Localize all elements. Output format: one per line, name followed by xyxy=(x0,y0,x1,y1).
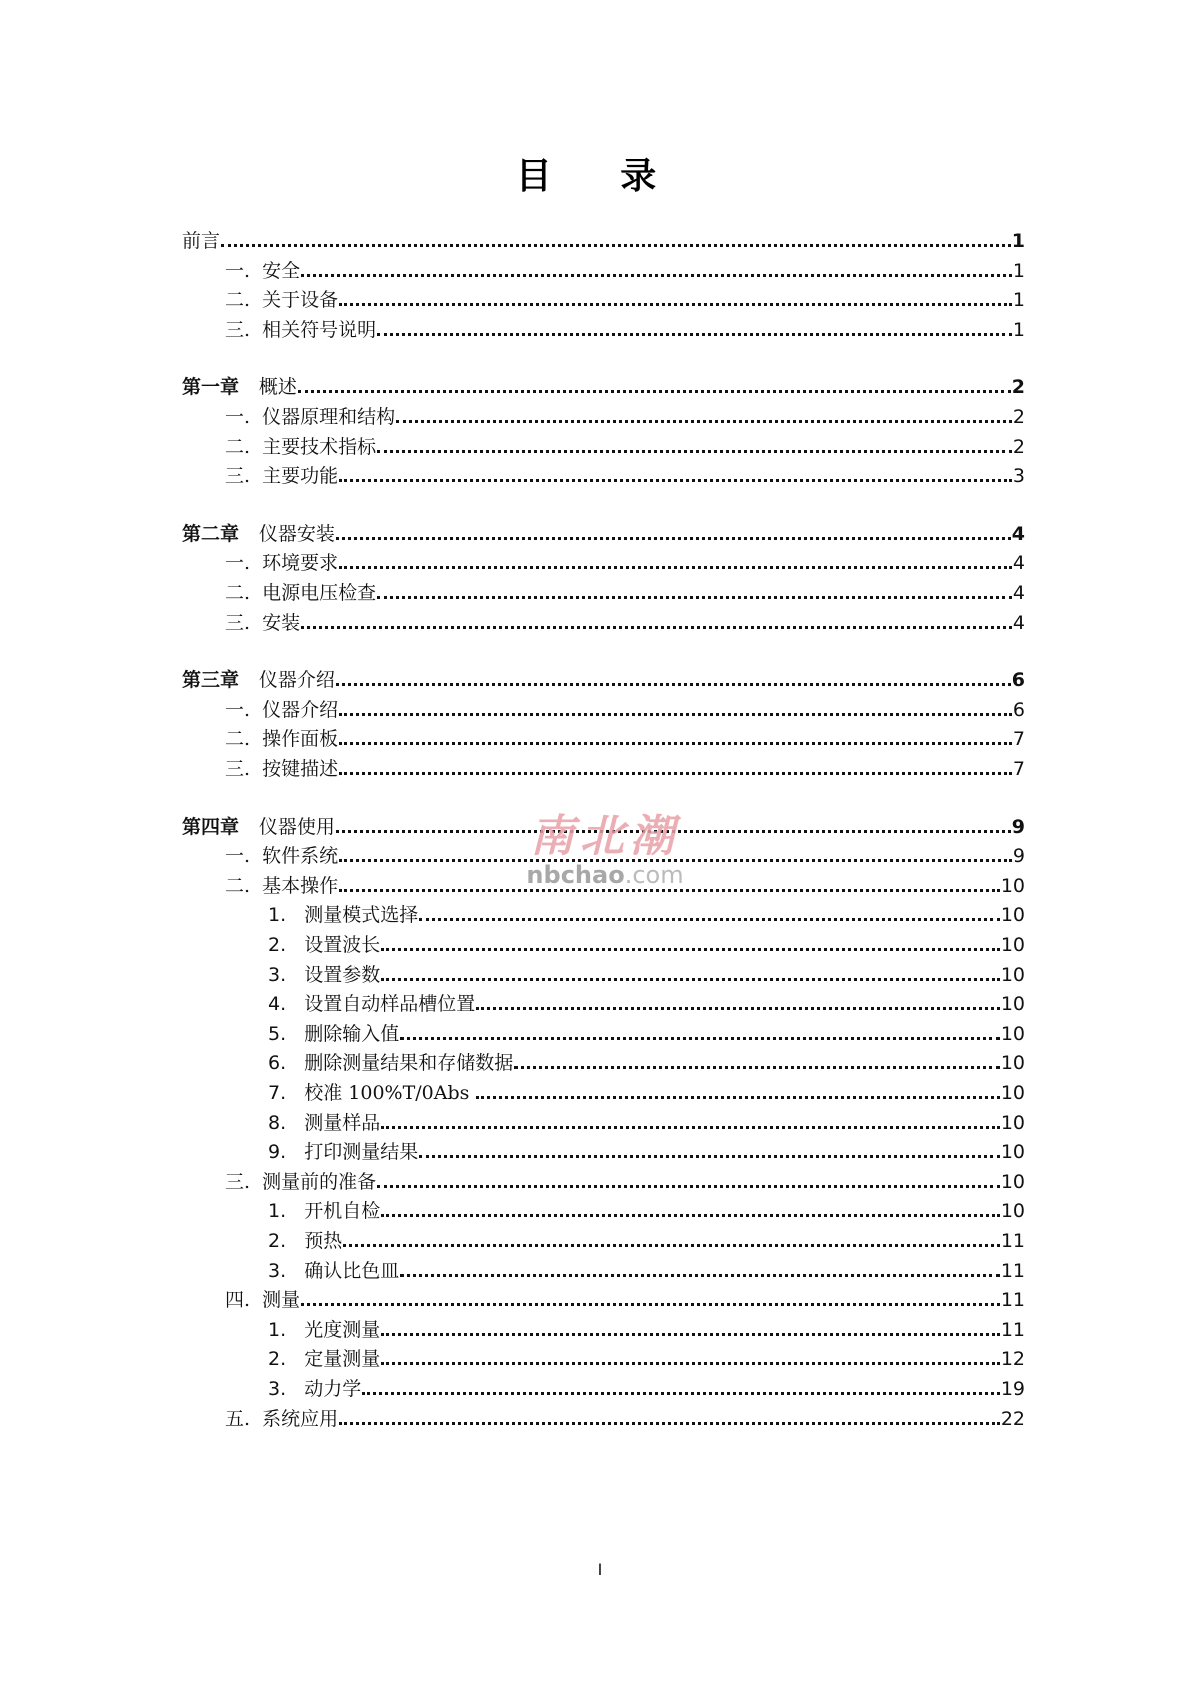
toc-prefix: 四. xyxy=(225,1289,263,1312)
toc-prefix: 一. xyxy=(225,552,263,575)
toc-label: 基本操作 xyxy=(262,874,339,897)
toc-prefix: 三. xyxy=(225,465,263,488)
dot-leader xyxy=(339,303,1012,306)
toc-page-number: 22 xyxy=(1000,1407,1025,1430)
dot-leader xyxy=(381,1126,1000,1129)
dot-leader xyxy=(476,1096,999,1099)
toc-prefix: 二. xyxy=(225,582,263,604)
toc-subsection[interactable] xyxy=(182,1133,1025,1163)
toc-prefix: 1. xyxy=(268,904,305,927)
toc-prefix: 五. xyxy=(225,1407,263,1430)
toc-page-number: 10 xyxy=(1000,1200,1025,1223)
toc-label: 删除测量结果和存储数据 xyxy=(304,1052,514,1075)
toc-prefix: 2. xyxy=(268,934,305,956)
toc-page-number: 4 xyxy=(1012,582,1025,604)
toc-section[interactable] xyxy=(182,750,1025,780)
toc-page-number: 6 xyxy=(1012,698,1025,721)
dot-leader xyxy=(400,1274,1000,1277)
toc-label: 仪器安装 xyxy=(258,522,335,545)
dot-leader xyxy=(396,420,1012,423)
toc-prefix: 一. xyxy=(225,845,263,868)
toc-label: 测量样品 xyxy=(304,1111,381,1134)
toc-page-number: 10 xyxy=(1000,874,1025,897)
toc-prefix: 7. xyxy=(268,1082,305,1104)
toc-page-number: 10 xyxy=(1000,1022,1025,1045)
toc-subsection[interactable] xyxy=(182,1370,1025,1400)
toc-section[interactable] xyxy=(182,1281,1025,1311)
toc-prefix: 第一章 xyxy=(182,376,259,399)
toc-page-number: 10 xyxy=(1000,1082,1025,1104)
dot-leader xyxy=(301,1303,1000,1306)
toc-page-number: 10 xyxy=(1000,1111,1025,1134)
toc-page-number: 12 xyxy=(1000,1348,1025,1371)
toc-page-number: 19 xyxy=(1000,1378,1025,1400)
dot-leader xyxy=(381,948,1000,951)
toc-prefix: 一. xyxy=(225,259,263,282)
toc-prefix: 2. xyxy=(268,1230,305,1252)
toc-section[interactable] xyxy=(182,252,1025,282)
watermark-en-suffix: .com xyxy=(624,861,684,889)
dot-leader xyxy=(381,1333,1000,1336)
dot-leader xyxy=(381,978,1000,981)
dot-leader xyxy=(339,713,1012,716)
toc-chapter[interactable] xyxy=(182,222,1025,252)
dot-leader xyxy=(377,333,1012,336)
toc-label: 相关符号说明 xyxy=(262,318,377,341)
toc-subsection[interactable] xyxy=(182,1311,1025,1341)
dot-leader xyxy=(339,1422,1000,1425)
toc-page-number: 10 xyxy=(1000,993,1025,1016)
toc-label: 设置波长 xyxy=(304,934,381,956)
toc-page-number: 10 xyxy=(1000,1052,1025,1075)
toc-chapter[interactable] xyxy=(182,515,1025,545)
toc-page-number: 1 xyxy=(1012,289,1025,312)
toc-label: 软件系统 xyxy=(262,845,339,868)
toc-subsection[interactable] xyxy=(182,1104,1025,1134)
toc-label: 开机自检 xyxy=(304,1200,381,1223)
toc-page-number: 9 xyxy=(1012,845,1025,868)
toc-label: 定量测量 xyxy=(304,1348,381,1371)
toc-section[interactable] xyxy=(182,574,1025,604)
toc-chapter[interactable] xyxy=(182,368,1025,398)
toc-page-number: 11 xyxy=(1000,1318,1025,1341)
toc-page-number: 6 xyxy=(1011,669,1025,692)
dot-leader xyxy=(381,1362,1000,1365)
toc-subsection[interactable] xyxy=(182,1015,1025,1045)
toc-section[interactable] xyxy=(182,544,1025,574)
toc-page-number: 7 xyxy=(1012,728,1025,751)
toc-subsection[interactable] xyxy=(182,1044,1025,1074)
toc-page-number: 1 xyxy=(1012,259,1025,282)
toc-subsection[interactable] xyxy=(182,985,1025,1015)
watermark-en-name: nbchao xyxy=(526,861,625,889)
toc-prefix: 3. xyxy=(268,1259,305,1282)
watermark xyxy=(515,812,695,902)
toc-label: 校准 100%T/0Abs xyxy=(304,1082,476,1104)
toc-section[interactable] xyxy=(182,281,1025,311)
toc-prefix: 3. xyxy=(268,1378,305,1400)
toc-label: 主要技术指标 xyxy=(262,435,377,458)
toc-subsection[interactable] xyxy=(182,1252,1025,1282)
toc-subsection[interactable] xyxy=(182,1340,1025,1370)
toc-section[interactable] xyxy=(182,1400,1025,1430)
dot-leader xyxy=(419,1155,1000,1158)
toc-prefix: 二. xyxy=(225,435,263,458)
toc-section[interactable] xyxy=(182,311,1025,341)
toc-page-number: 2 xyxy=(1011,376,1025,399)
toc-page-number: 9 xyxy=(1011,815,1025,838)
dot-leader xyxy=(377,450,1012,453)
dot-leader xyxy=(336,537,1011,540)
toc-label: 仪器介绍 xyxy=(262,698,339,721)
toc-prefix: 三. xyxy=(225,758,263,780)
dot-leader xyxy=(298,390,1011,393)
toc-label: 概述 xyxy=(258,376,297,399)
dot-leader xyxy=(339,479,1012,482)
dot-leader xyxy=(339,566,1012,569)
toc-page-number: 10 xyxy=(1000,904,1025,927)
toc-section[interactable] xyxy=(182,720,1025,750)
dot-leader xyxy=(336,683,1011,686)
toc-section[interactable] xyxy=(182,428,1025,458)
toc-label: 打印测量结果 xyxy=(304,1141,419,1164)
dot-leader xyxy=(377,596,1012,599)
toc-page-number: 4 xyxy=(1011,522,1025,545)
toc-page-number: 4 xyxy=(1012,611,1025,634)
toc-page-number: 10 xyxy=(1000,1141,1025,1164)
toc-prefix: 3. xyxy=(268,963,305,986)
toc-subsection[interactable] xyxy=(182,1074,1025,1104)
dot-leader xyxy=(221,244,1011,247)
toc-label: 仪器介绍 xyxy=(258,669,335,692)
toc-label: 动力学 xyxy=(304,1378,362,1400)
toc-label: 操作面板 xyxy=(262,728,339,751)
toc-subsection[interactable] xyxy=(182,956,1025,986)
toc-subsection[interactable] xyxy=(182,1222,1025,1252)
toc-prefix: 二. xyxy=(225,874,263,897)
toc-label: 前言 xyxy=(182,230,221,252)
toc-prefix: 二. xyxy=(225,728,263,751)
toc-chapter[interactable] xyxy=(182,661,1025,691)
toc-prefix: 1. xyxy=(268,1200,305,1223)
toc-page-number: 1 xyxy=(1012,318,1025,341)
dot-leader xyxy=(381,1214,1000,1217)
dot-leader xyxy=(514,1066,1000,1069)
dot-leader xyxy=(343,1244,1000,1247)
toc-prefix: 8. xyxy=(268,1111,305,1134)
toc-subsection[interactable] xyxy=(182,1192,1025,1222)
toc-prefix: 6. xyxy=(268,1052,305,1075)
toc-page-number: 10 xyxy=(1000,934,1025,956)
toc-label: 系统应用 xyxy=(262,1407,339,1430)
toc-label: 光度测量 xyxy=(304,1318,381,1341)
dot-leader xyxy=(476,1007,1000,1010)
dot-leader xyxy=(419,918,1000,921)
toc-label: 仪器原理和结构 xyxy=(262,406,396,428)
page-title: 目 录 xyxy=(515,155,685,197)
toc-label: 关于设备 xyxy=(262,289,339,312)
toc-label: 按键描述 xyxy=(262,758,339,780)
toc-label: 测量 xyxy=(262,1289,301,1312)
toc-label: 设置自动样品槽位置 xyxy=(304,993,476,1016)
toc-label: 主要功能 xyxy=(262,465,339,488)
toc-prefix: 9. xyxy=(268,1141,305,1164)
dot-leader xyxy=(339,742,1012,745)
dot-leader xyxy=(339,772,1012,775)
toc-subsection[interactable] xyxy=(182,926,1025,956)
toc-page-number: 10 xyxy=(1000,963,1025,986)
toc-section[interactable] xyxy=(182,457,1025,487)
dot-leader xyxy=(400,1037,1000,1040)
toc-label: 仪器使用 xyxy=(258,815,335,838)
watermark-en xyxy=(515,862,695,888)
dot-leader xyxy=(362,1392,1000,1395)
toc-page-number: 1 xyxy=(1011,230,1025,252)
toc-page-number: 2 xyxy=(1012,435,1025,458)
watermark-cn: 南北潮 xyxy=(530,811,680,862)
toc-label: 测量模式选择 xyxy=(304,904,419,927)
toc-page-number: 3 xyxy=(1012,465,1025,488)
toc-page-number: 11 xyxy=(1000,1289,1025,1312)
dot-leader xyxy=(377,1185,1000,1188)
toc-prefix: 三. xyxy=(225,318,263,341)
toc-page-number: 2 xyxy=(1012,406,1025,428)
toc-prefix: 第二章 xyxy=(182,522,259,545)
toc-prefix: 4. xyxy=(268,993,305,1016)
toc-prefix: 第三章 xyxy=(182,669,259,692)
toc-section[interactable] xyxy=(182,1163,1025,1193)
dot-leader xyxy=(301,626,1012,629)
toc-label: 环境要求 xyxy=(262,552,339,575)
toc-label: 安装 xyxy=(262,611,301,634)
toc-page-number: 4 xyxy=(1012,552,1025,575)
page-number: I xyxy=(597,1560,603,1579)
toc-prefix: 5. xyxy=(268,1022,305,1045)
toc-prefix: 三. xyxy=(225,611,263,634)
dot-leader xyxy=(301,274,1012,277)
toc-label: 预热 xyxy=(304,1230,343,1252)
toc-prefix: 1. xyxy=(268,1318,305,1341)
toc-label: 确认比色皿 xyxy=(304,1259,400,1282)
toc-section[interactable] xyxy=(182,398,1025,428)
toc-label: 电源电压检查 xyxy=(262,582,377,604)
toc-label: 安全 xyxy=(262,259,301,282)
toc-label: 测量前的准备 xyxy=(262,1170,377,1193)
toc-page-number: 11 xyxy=(1000,1259,1025,1282)
toc-page-number: 11 xyxy=(1000,1230,1025,1252)
toc-prefix: 2. xyxy=(268,1348,305,1371)
toc-page-number: 7 xyxy=(1012,758,1025,780)
toc-prefix: 二. xyxy=(225,289,263,312)
toc-prefix: 一. xyxy=(225,406,263,428)
toc-page-number: 10 xyxy=(1000,1170,1025,1193)
toc-section[interactable] xyxy=(182,604,1025,634)
toc-prefix: 一. xyxy=(225,698,263,721)
toc-section[interactable] xyxy=(182,691,1025,721)
toc-label: 删除输入值 xyxy=(304,1022,400,1045)
toc-prefix: 第四章 xyxy=(182,815,259,838)
toc-label: 设置参数 xyxy=(304,963,381,986)
toc-prefix: 三. xyxy=(225,1170,263,1193)
